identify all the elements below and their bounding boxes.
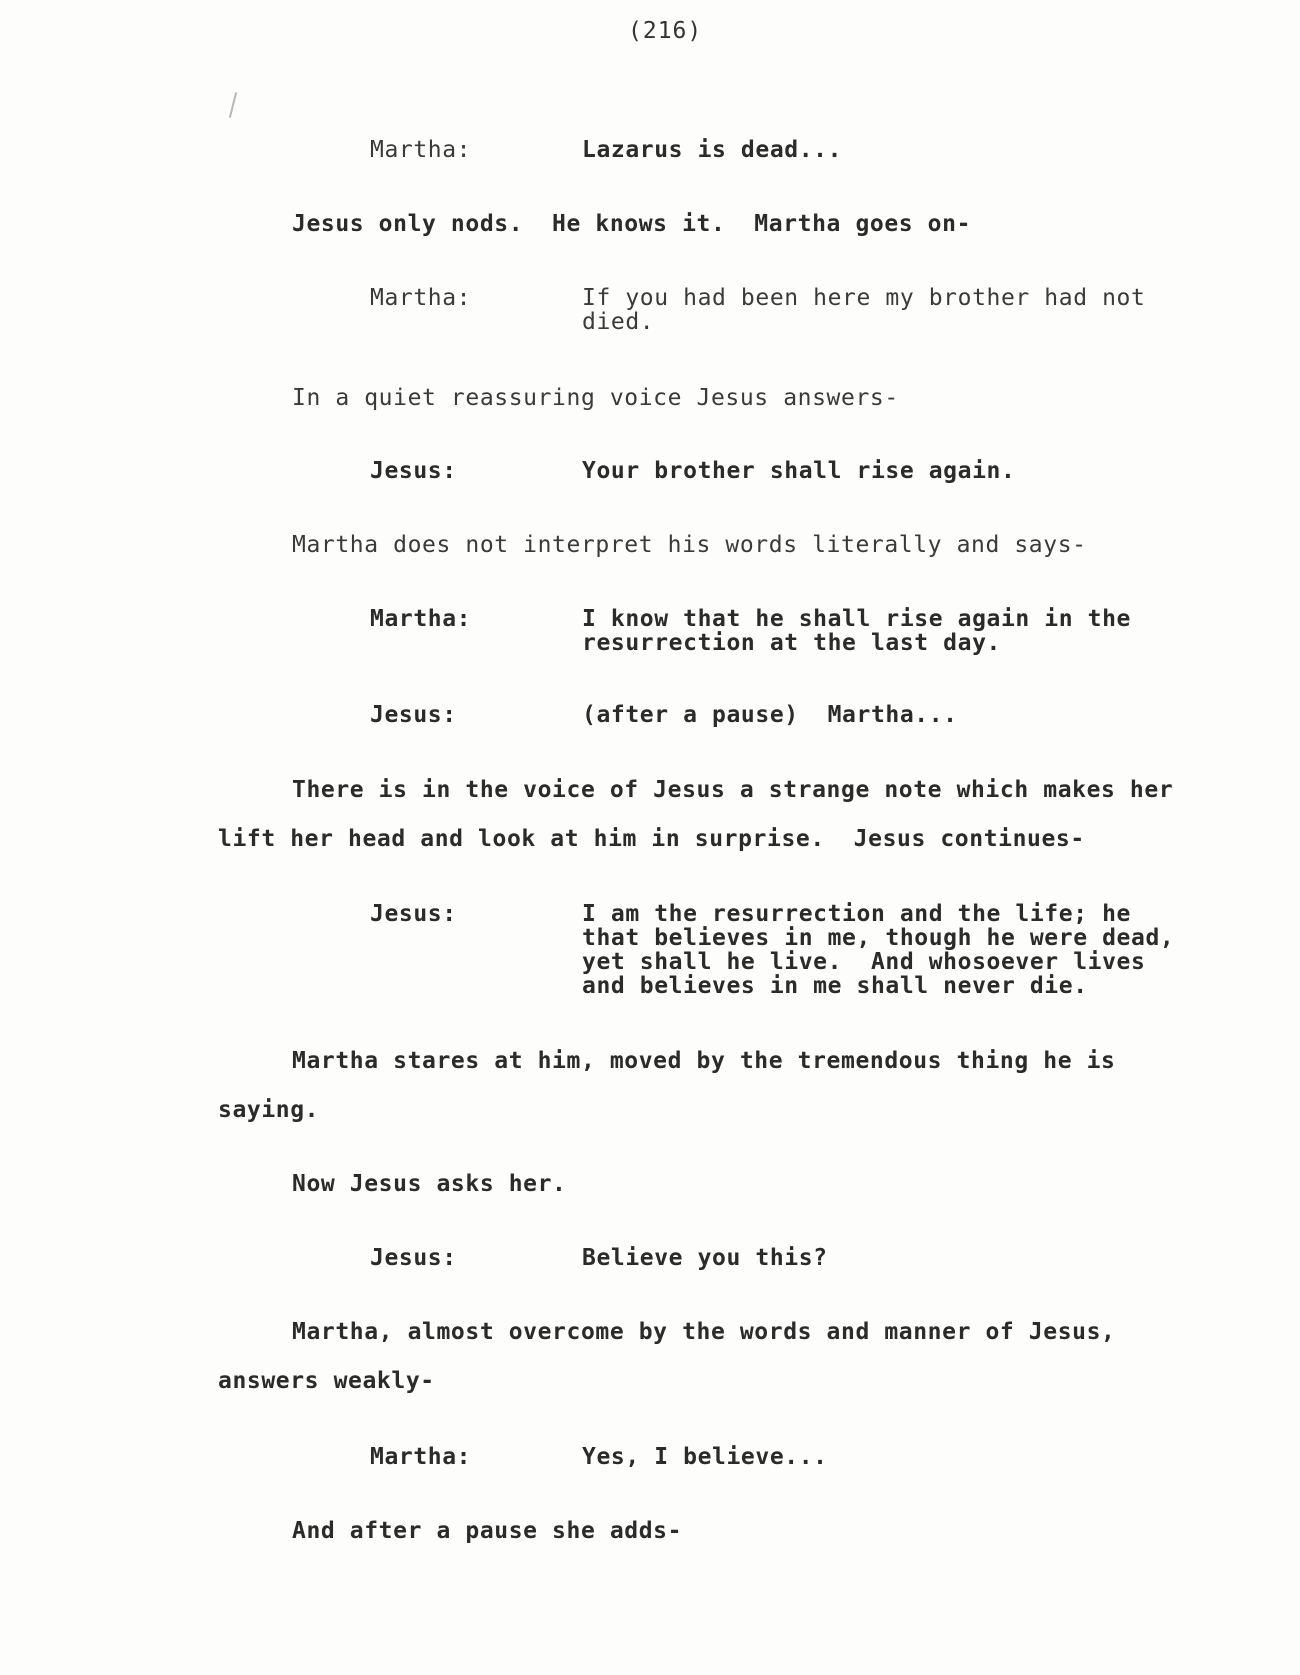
stage-direction: lift her head and look at him in surprise. Jesus continues-	[218, 826, 1085, 852]
stage-direction: Martha does not interpret his words literally and says-	[292, 532, 1087, 558]
stage-direction: There is in the voice of Jesus a strange note which makes her	[292, 777, 1174, 803]
stage-direction: answers weakly-	[218, 1368, 435, 1394]
stage-direction: saying.	[218, 1097, 320, 1123]
speaker-label: Jesus:	[370, 1245, 457, 1271]
stage-direction: Martha, almost overcome by the words and manner of Jesus,	[292, 1319, 1116, 1345]
speaker-label: Martha:	[370, 285, 472, 311]
dialogue-line: Lazarus is dead...	[582, 137, 843, 163]
dialogue-line: that believes in me, though he were dead,	[582, 925, 1175, 951]
speaker-label: Martha:	[370, 1444, 472, 1470]
speaker-label: Martha:	[370, 137, 472, 163]
dialogue-line: I am the resurrection and the life; he	[582, 901, 1131, 927]
dialogue-line: I know that he shall rise again in the	[582, 606, 1131, 632]
dialogue-line: yet shall he live. And whosoever lives	[582, 949, 1146, 975]
dialogue-line: resurrection at the last day.	[582, 630, 1001, 656]
stage-direction: Jesus only nods. He knows it. Martha goes on-	[292, 211, 972, 237]
pencil-mark	[229, 92, 237, 118]
speaker-label: Jesus:	[370, 458, 457, 484]
stage-direction: And after a pause she adds-	[292, 1518, 683, 1544]
stage-direction: Martha stares at him, moved by the tremendous thing he is	[292, 1048, 1116, 1074]
dialogue-line: If you had been here my brother had not	[582, 285, 1146, 311]
stage-direction: Now Jesus asks her.	[292, 1171, 567, 1197]
speaker-label: Martha:	[370, 606, 472, 632]
dialogue-line: Believe you this?	[582, 1245, 828, 1271]
page-number: (216)	[628, 18, 703, 44]
dialogue-line: and believes in me shall never die.	[582, 973, 1088, 999]
dialogue-line: (after a pause) Martha...	[582, 702, 958, 728]
dialogue-line: died.	[582, 309, 655, 335]
dialogue-line: Yes, I believe...	[582, 1444, 828, 1470]
speaker-label: Jesus:	[370, 702, 457, 728]
dialogue-line: Your brother shall rise again.	[582, 458, 1016, 484]
stage-direction: In a quiet reassuring voice Jesus answers-	[292, 385, 899, 411]
speaker-label: Jesus:	[370, 901, 457, 927]
